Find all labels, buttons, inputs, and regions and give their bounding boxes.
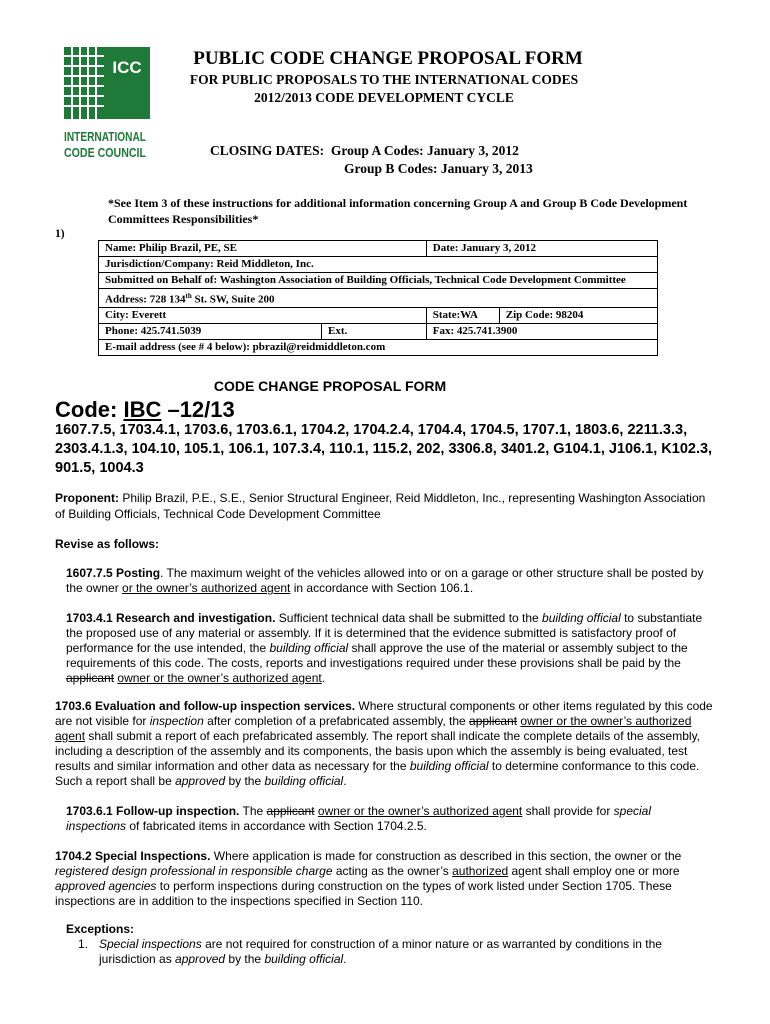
city-cell: City: Everett [99, 307, 427, 323]
deleted-text: applicant [266, 804, 315, 818]
address-part: Address: 728 134 [105, 293, 186, 306]
section-list: 1607.7.5, 1703.4.1, 1703.6, 1703.6.1, 1704.2, 1704.2.4, 1704.4, 1704.5, 1707.1, 1803.6, 2211.3.3, 2303.4.1.3, 104.10, 105.1, 106.1, 107.3.4, 110.1, 115.2, 202, 3306.8, 3401.2, G104.1, J106.1, K102.3, 901.5, 1004.3 [55, 422, 713, 476]
icc-logo [64, 47, 150, 165]
cycle-subtitle: 2012/2013 CODE DEVELOPMENT CYCLE [254, 90, 514, 105]
section-heading: 1703.4.1 Research and investigation. [66, 611, 276, 625]
address-sup: th [185, 292, 192, 300]
text: shall provide for [522, 804, 614, 818]
section-1703-4-1 [66, 611, 714, 686]
exception-number: 1. [78, 937, 89, 951]
behalf-cell: Submitted on Behalf of: Washington Association of Building Officials, Technical Code Development Committee [99, 273, 658, 289]
code-cycle: –12/13 [161, 397, 235, 422]
inserted-text: owner or the owner’s authorized agent [317, 804, 523, 818]
text: . The maximum weight of the vehicles allowed into or on a garage or other structure shall be posted by the owner [66, 566, 704, 595]
inserted-text: owner or the owner’s authorized agent [117, 671, 322, 685]
text: to perform inspections during construction on the types of work listed under Section 1705. These inspections are in addition to the inspections specified in Section 110. [55, 879, 672, 908]
address-cell [99, 289, 658, 308]
deleted-text: applicant [469, 714, 518, 728]
defined-term: approved [175, 774, 226, 788]
email-cell: E-mail address (see # 4 below): pbrazil@reidmiddleton.com [99, 339, 658, 355]
defined-term: approved agencies [55, 879, 157, 893]
deleted-text: applicant [66, 671, 115, 685]
text: by the [225, 774, 265, 788]
exception-item-1 [99, 937, 715, 967]
text: by the [225, 952, 265, 966]
text: The [239, 804, 267, 818]
state-cell: State:WA [426, 307, 499, 323]
section-heading: 1703.6.1 Follow-up inspection. [66, 804, 240, 818]
form-subtitle: FOR PUBLIC PROPOSALS TO THE INTERNATIONAL CODES [189, 72, 579, 87]
inserted-text: or the owner’s authorized agent [122, 581, 291, 595]
text: in accordance with Section 106.1. [290, 581, 474, 595]
closing-group-b: Group B Codes: January 3, 2013 [344, 161, 533, 176]
text: to substantiate the proposed use of any material or assembly. If it is determined that the evidence submitted is satisfactory proof of performance for the use intended, the [66, 611, 703, 655]
text: . [321, 671, 326, 685]
text: Where structural components or other items regulated by this code are not visible for [55, 699, 713, 728]
code-label: Code: [55, 397, 124, 422]
text: of fabricated items in accordance with Section 1704.2.5. [126, 819, 427, 833]
code-change-form-title: CODE CHANGE PROPOSAL FORM [213, 378, 447, 394]
proponent-text: Philip Brazil, P.E., S.E., Senior Structural Engineer, Reid Middleton, Inc., representing Washington Association of Building Officials, Technical Code Development Committee [55, 491, 706, 521]
section-1607-7-5 [66, 566, 714, 596]
text: after completion of a prefabricated assembly, the [203, 714, 470, 728]
section-1704-2 [55, 849, 715, 909]
closing-dates-a [210, 143, 519, 159]
text: shall submit a report of each prefabricated assembly. The report shall indicate the complete details of the assembly, including a description of the assembly and its components, the basis upon which the assembly is being evaluated, test results and similar information and other data as necessary for the [55, 729, 701, 773]
address-part2: St. SW, Suite 200 [191, 293, 275, 306]
closing-label: CLOSING DATES: [210, 143, 325, 158]
section-heading: 1704.2 Special Inspections. [55, 849, 211, 863]
defined-term: building official [264, 774, 344, 788]
text: shall approve the use of the material or assembly subject to the requirements of this code. The costs, reports and investigations required under these provisions shall be paid by the [66, 641, 688, 670]
fax-cell: Fax: 425.741.3900 [426, 323, 657, 339]
proponent-info-table [98, 240, 658, 356]
date-cell: Date: January 3, 2012 [426, 241, 657, 257]
zip-cell: Zip Code: 98204 [499, 307, 657, 323]
code-name: IBC [123, 397, 162, 422]
text: Sufficient technical data shall be submitted to the [275, 611, 543, 625]
proponent-label: Proponent: [55, 491, 119, 505]
inserted-text: authorized [452, 864, 509, 878]
exceptions-heading: Exceptions: [66, 922, 135, 936]
text: acting as the owner’s [332, 864, 453, 878]
defined-term: approved [175, 952, 226, 966]
jurisdiction-cell: Jurisdiction/Company: Reid Middleton, Inc. [99, 257, 658, 273]
svg-text:CODE COUNCIL: CODE COUNCIL [64, 146, 147, 160]
form-title: PUBLIC CODE CHANGE PROPOSAL FORM [193, 48, 583, 69]
item-number: 1) [55, 228, 65, 240]
text: . [343, 774, 347, 788]
revise-instruction: Revise as follows: [55, 537, 160, 551]
section-heading: 1703.6 Evaluation and follow-up inspection services. [55, 699, 356, 713]
text: agent shall employ one or more [508, 864, 680, 878]
closing-group-a: Group A Codes: January 3, 2012 [330, 143, 519, 158]
text: to determine conformance to this code. Such a report shall be [55, 759, 700, 788]
defined-term: building official [542, 611, 621, 625]
text: . [343, 952, 347, 966]
icc-logo-graphic [64, 47, 150, 165]
defined-term: Special inspections [99, 937, 202, 951]
inserted-text: owner or the owner’s authorized agent [55, 714, 692, 743]
code-heading [55, 397, 235, 423]
section-1703-6 [55, 699, 715, 789]
text: Where application is made for construction as described in this section, the owner or the [210, 849, 682, 863]
defined-term: building official [269, 641, 349, 655]
defined-term: building official [264, 952, 344, 966]
section-1703-6-1 [66, 804, 714, 834]
proponent-statement [55, 490, 715, 522]
phone-cell: Phone: 425.741.5039 [99, 323, 322, 339]
name-cell: Name: Philip Brazil, PE, SE [99, 241, 427, 257]
ext-cell: Ext. [322, 323, 427, 339]
defined-term: inspection [149, 714, 204, 728]
text: are not required for construction of a minor nature or as warranted by conditions in the jurisdiction as [99, 937, 662, 966]
defined-term: building official [409, 759, 489, 773]
section-heading: 1607.7.5 Posting [66, 566, 161, 580]
instructions-note: *See Item 3 of these instructions for additional information concerning Group A and Group B Code Development Committees Responsibilities* [108, 196, 688, 226]
svg-text:ICC: ICC [112, 58, 142, 77]
defined-term: registered design professional in responsible charge [55, 864, 333, 878]
svg-text:INTERNATIONAL: INTERNATIONAL [64, 130, 147, 144]
defined-term: special inspections [66, 804, 652, 833]
